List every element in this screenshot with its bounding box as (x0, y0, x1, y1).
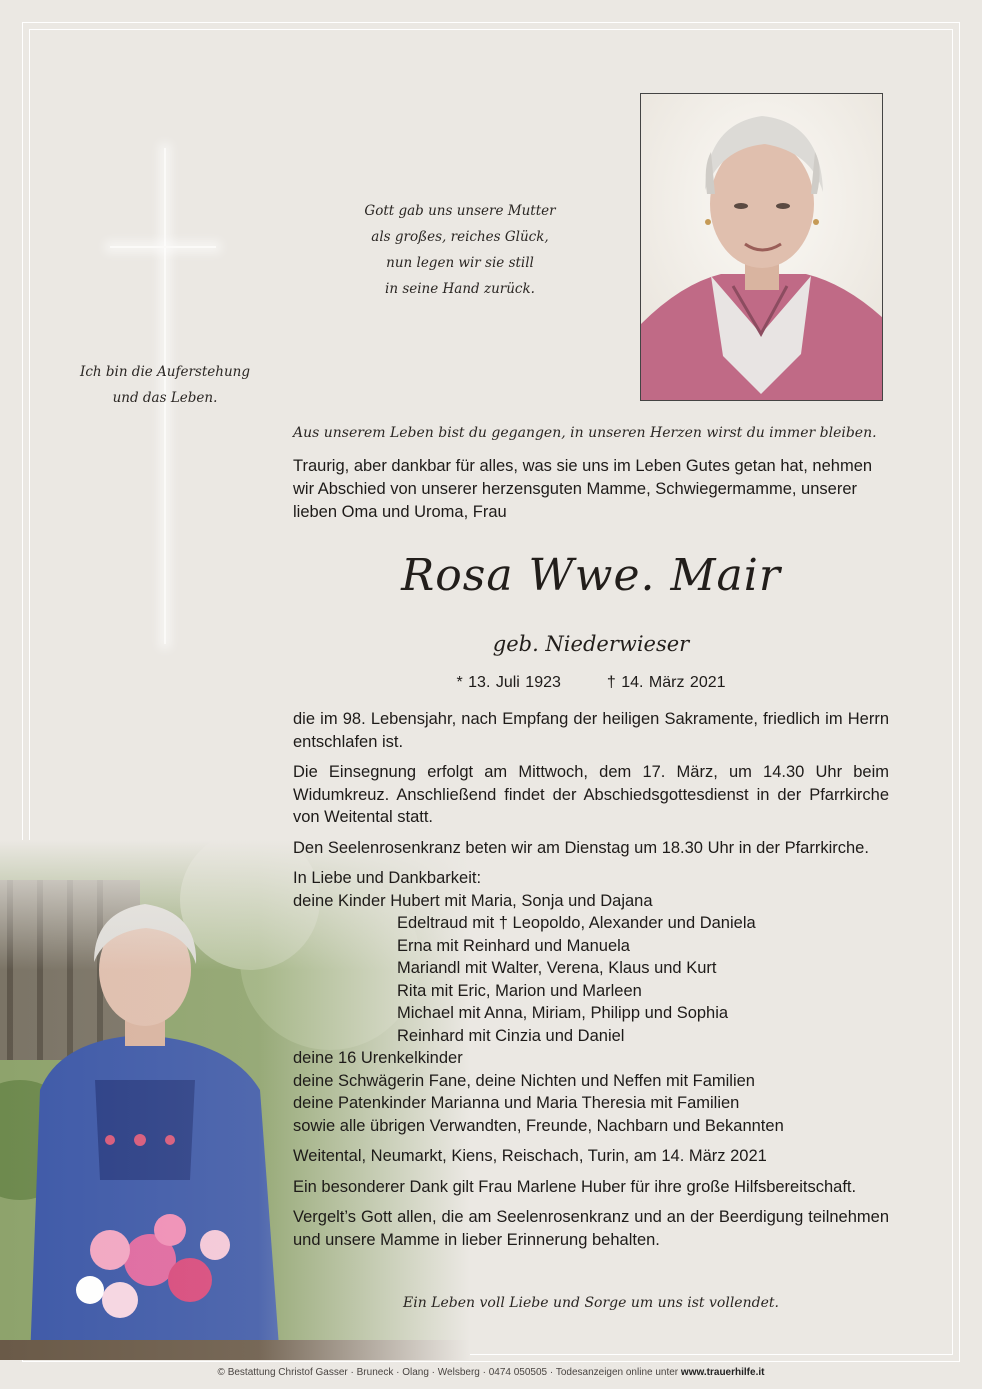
gratitude-paragraph: Vergelt’s Gott allen, die am Seelenrosenkranz und an der Beerdigung teilnehmen und unsere Mamme in lieber Erinnerung behalten. (293, 1208, 889, 1249)
mourner-line: Rita mit Eric, Marion und Marleen (397, 981, 642, 1000)
left-verse-line: Ich bin die Auferstehung (79, 364, 250, 380)
mourner-line: deine Patenkinder Marianna und Maria Theresia mit Familien (293, 1094, 740, 1112)
cross-horizontal-beam (110, 246, 216, 248)
body-paragraph: Die Einsegnung erfolgt am Mittwoch, dem 17. März, um 14.30 Uhr beim Widumkreuz. Anschließend findet der Abschiedsgottesdienst in der Pfarrkirche von Weitental statt. (293, 763, 889, 826)
portrait-illustration (641, 94, 883, 401)
top-verse-line: als großes, reiches Glück, (371, 229, 549, 245)
birth-date: * 13. Juli 1923 (456, 674, 561, 691)
body-paragraph: Den Seelenrosenkranz beten wir am Dienstag um 18.30 Uhr in der Pfarrkirche. (293, 838, 869, 857)
intro-paragraph: Traurig, aber dankbar für alles, was sie uns im Leben Gutes getan hat, nehmen wir Abschied von unserer herzensguten Mamme, Schwiegermamme, unserer lieben Oma und Uroma, Frau (293, 457, 873, 521)
body-paragraph: die im 98. Lebensjahr, nach Empfang der heiligen Sakramente, friedlich im Herrn entschlafen ist. (293, 710, 889, 751)
mourner-line: Michael mit Anna, Miriam, Philipp und Sophia (397, 1004, 729, 1022)
death-date: † 14. März 2021 (606, 674, 726, 691)
mourner-line: deine Schwägerin Fane, deine Nichten und Neffen mit Familien (293, 1071, 755, 1090)
maiden-name: geb. Niederwieser (492, 632, 690, 656)
top-verse (330, 198, 590, 302)
mourner-line: Reinhard mit Cinzia und Daniel (397, 1026, 625, 1045)
lead-line: Aus unserem Leben bist du gegangen, in unseren Herzen wirst du immer bleiben. (293, 425, 877, 441)
place-date: Weitental, Neumarkt, Kiens, Reischach, Turin, am 14. März 2021 (293, 1147, 767, 1165)
mourner-line: Edeltraud mit † Leopoldo, Alexander und Daniela (397, 914, 756, 932)
life-dates (293, 674, 889, 692)
left-verse-line: und das Leben. (112, 390, 218, 406)
portrait-photo (640, 93, 883, 401)
mourner-line: Erna mit Reinhard und Manuela (397, 936, 630, 955)
mourner-line: Mariandl mit Walter, Verena, Klaus und Kurt (397, 959, 717, 977)
deceased-name: Rosa Wwe. Mair (401, 550, 781, 601)
mourner-line: deine Kinder Hubert mit Maria, Sonja und Dajana (293, 891, 653, 910)
mourner-line: sowie alle übrigen Verwandten, Freunde, Nachbarn und Bekannten (293, 1116, 784, 1135)
footer-link[interactable]: www.trauerhilfe.it (680, 1367, 765, 1378)
mourner-line: deine 16 Urenkelkinder (293, 1049, 463, 1067)
footer-text: © Bestattung Christof Gasser · Bruneck · Olang · Welsberg · 0474 050505 · Todesanzeigen online unter (217, 1367, 681, 1378)
closing-line: Ein Leben voll Liebe und Sorge um uns ist vollendet. (403, 1295, 779, 1311)
obituary-body (293, 708, 889, 1259)
top-verse-line: in seine Hand zurück. (385, 281, 535, 297)
top-verse-line: Gott gab uns unsere Mutter (364, 203, 556, 219)
mourners-heading: In Liebe und Dankbarkeit: (293, 869, 482, 887)
footer (0, 1367, 982, 1378)
top-verse-line: nun legen wir sie still (386, 255, 534, 271)
thanks-line: Ein besonderer Dank gilt Frau Marlene Huber für ihre große Hilfsbereitschaft. (293, 1177, 857, 1196)
left-verse (60, 359, 270, 411)
mourners-list (293, 867, 889, 1137)
